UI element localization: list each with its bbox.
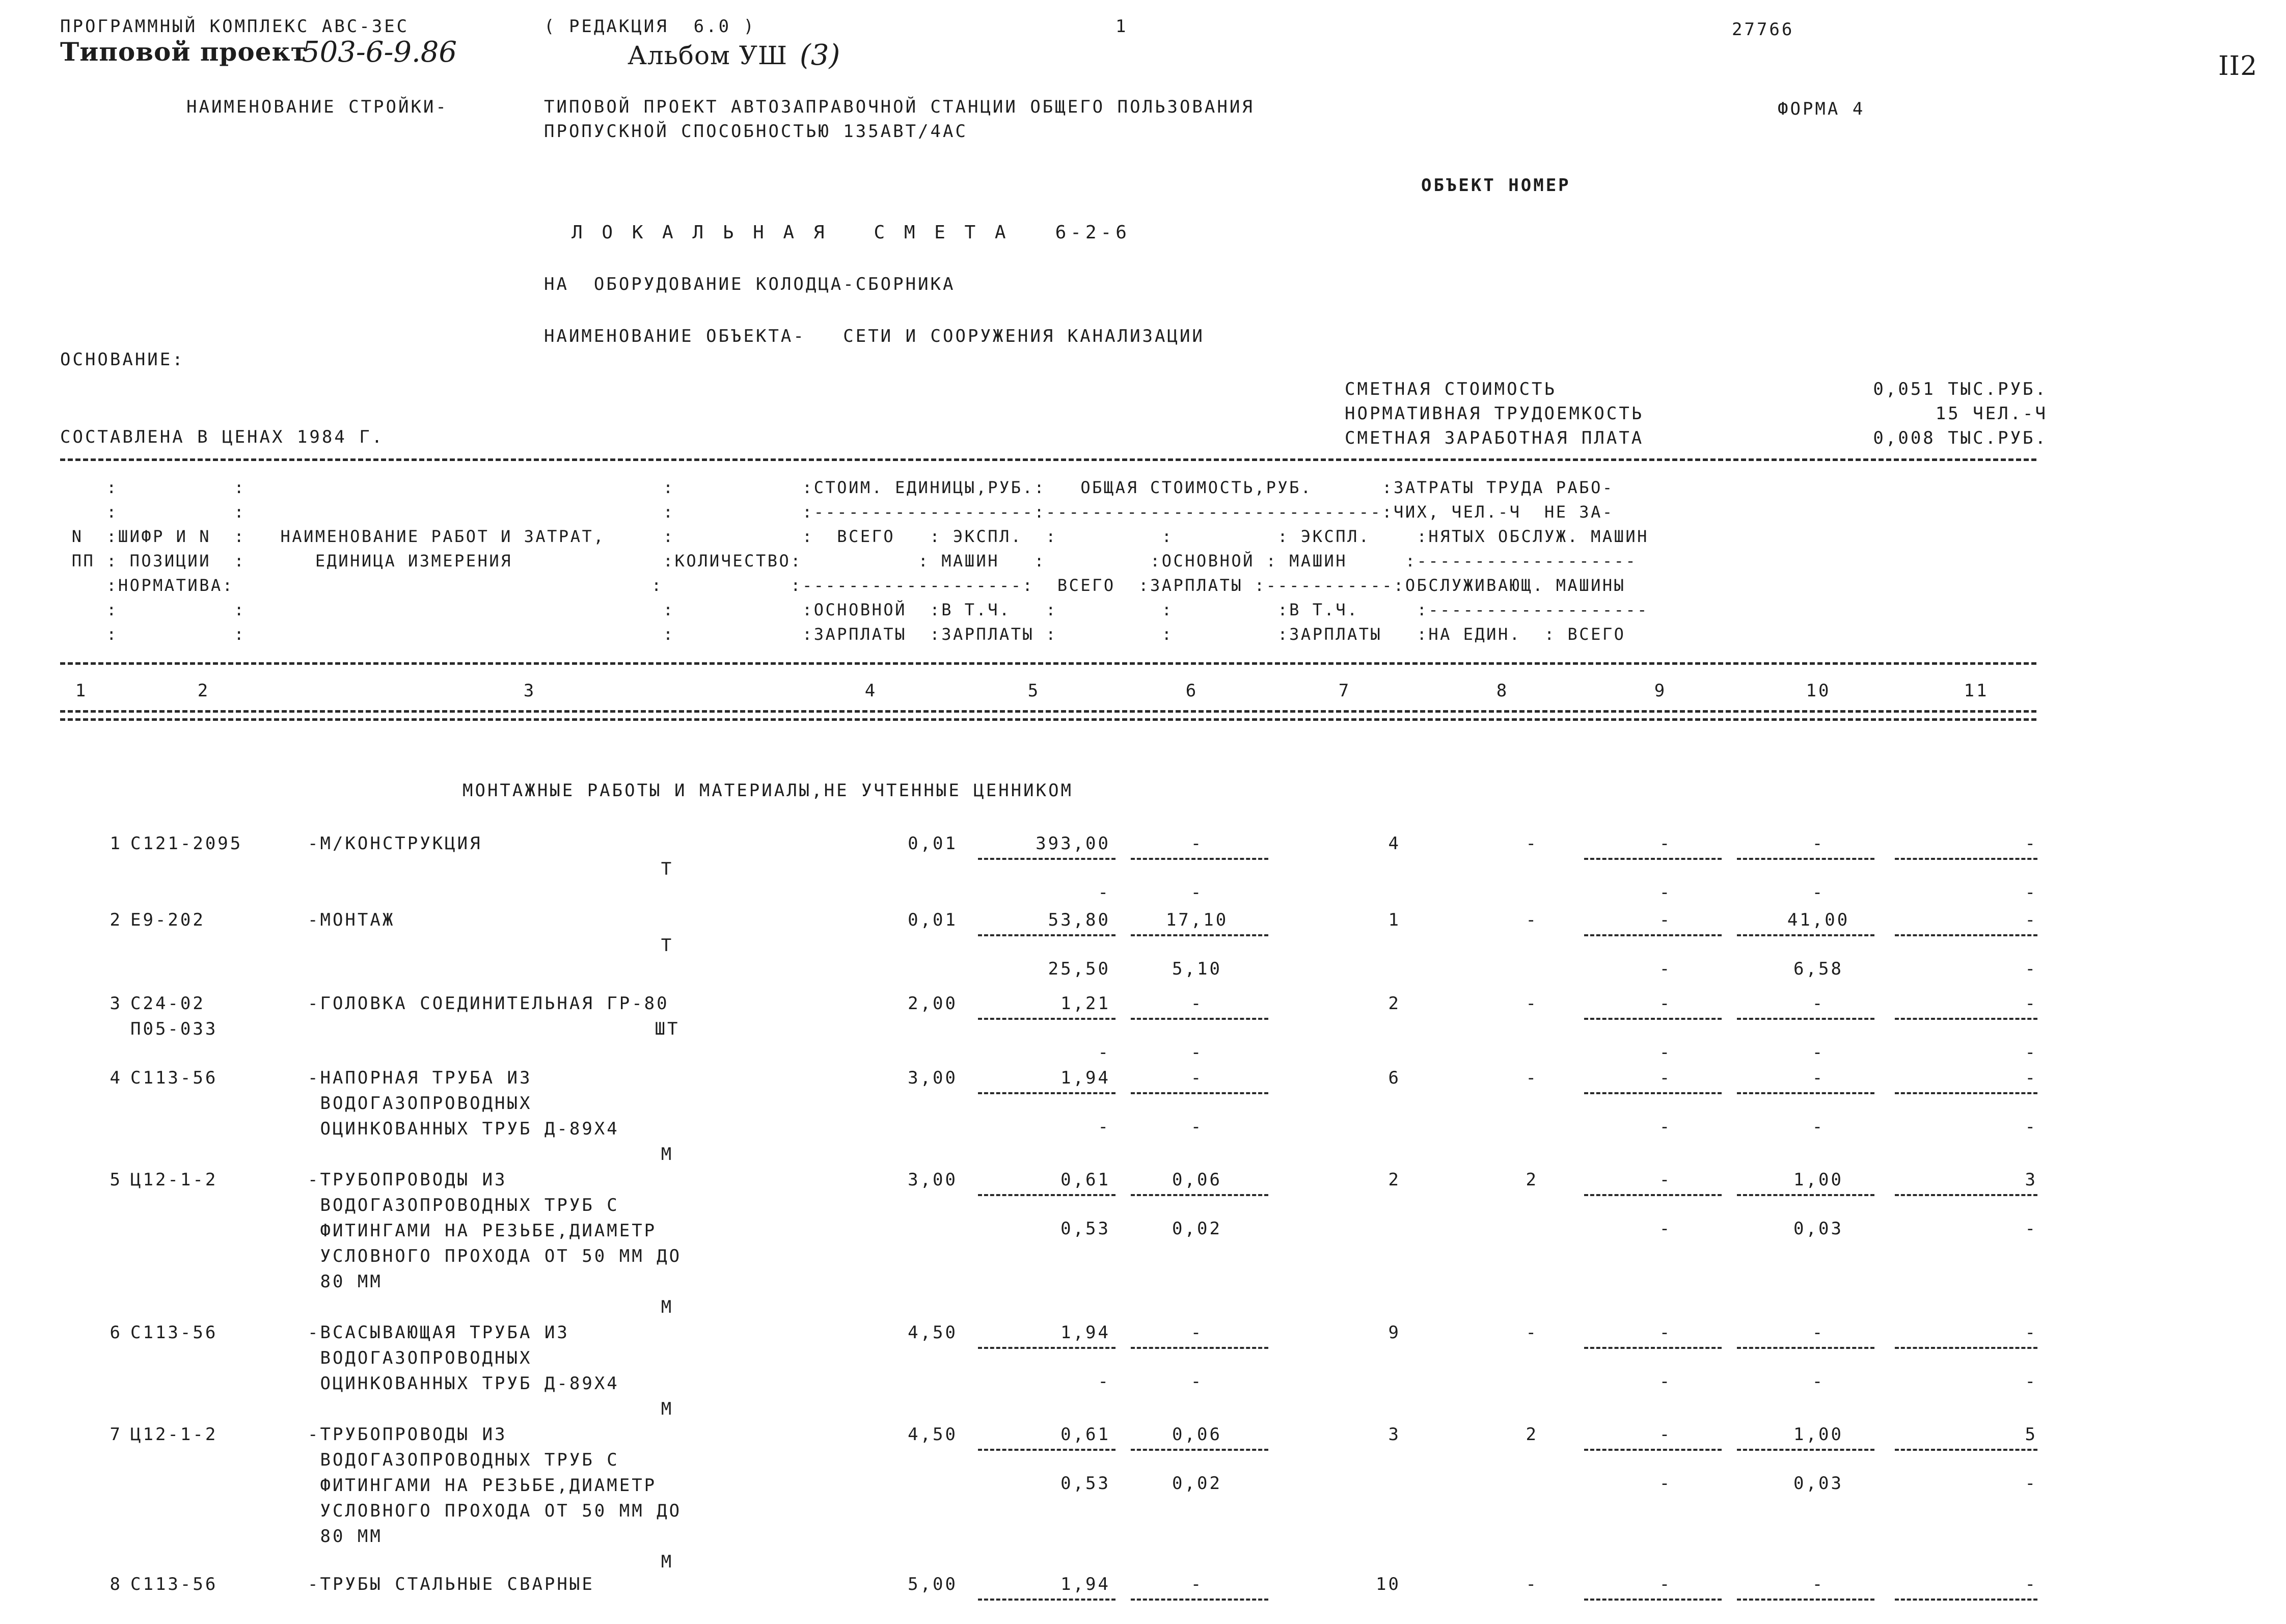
row-number: 3 <box>110 993 122 1014</box>
unit-cost-wages: - <box>1098 882 1110 903</box>
unit-cost-wages: 0,53 <box>1060 1473 1110 1494</box>
labor-machine-total: - <box>2025 1042 2037 1063</box>
labor-per-unit: - <box>1812 1322 1825 1343</box>
cell-divider <box>1737 1599 1874 1601</box>
row-quantity: 5,00 <box>908 1574 958 1594</box>
form-number: ФОРМА 4 <box>1778 99 1865 119</box>
column-number: 1 <box>75 681 88 701</box>
cell-divider <box>978 1599 1115 1601</box>
row-code: С113-56 <box>130 1574 218 1594</box>
labor-machine-per-unit: 0,03 <box>1793 1473 1843 1494</box>
row-unit: М <box>661 1297 674 1317</box>
summary-value: 15 ЧЕЛ.-Ч <box>1935 403 2048 424</box>
cell-divider <box>1895 1449 2037 1451</box>
total-wages: - <box>1526 833 1538 854</box>
row-code: Ц12-1-2 <box>130 1424 218 1445</box>
labor-total: - <box>2025 910 2037 930</box>
sheet-number: II2 <box>2218 51 2258 82</box>
labor-machine-total: - <box>2025 882 2037 903</box>
labor-per-unit: - <box>1812 1574 1825 1594</box>
cell-divider <box>1737 858 1874 860</box>
cell-divider <box>1737 1347 1874 1349</box>
unit-cost-machines: - <box>1190 1574 1204 1594</box>
header-line: : : : :ОСНОВНОЙ :В Т.Ч. : : :В Т.Ч. :------------------- <box>60 600 1649 619</box>
total-machines: - <box>1659 993 1672 1014</box>
labor-machine-per-unit: - <box>1812 1371 1825 1392</box>
unit-cost-total: 0,61 <box>1060 1424 1110 1445</box>
labor-total: - <box>2025 1322 2037 1343</box>
labor-machine-per-unit: - <box>1812 882 1825 903</box>
cell-divider <box>1131 1347 1268 1349</box>
unit-cost-total: 53,80 <box>1048 910 1110 930</box>
total-machines: - <box>1659 910 1672 930</box>
row-name: ОЦИНКОВАННЫХ ТРУБ Д-89Х4 <box>308 1119 619 1139</box>
summary-label: СМЕТНАЯ ЗАРАБОТНАЯ ПЛАТА <box>1345 428 1644 448</box>
header-line: : : : :СТОИМ. ЕДИНИЦЫ,РУБ.: ОБЩАЯ СТОИМОСТЬ,РУБ. :ЗАТРАТЫ ТРУДА РАБО- <box>60 478 1614 497</box>
column-number: 7 <box>1338 681 1351 701</box>
labor-machine-per-unit: - <box>1812 1117 1825 1137</box>
document-subtitle: НА ОБОРУДОВАНИЕ КОЛОДЦА-СБОРНИКА <box>544 274 956 294</box>
total-machine-wages: - <box>1659 1219 1672 1239</box>
header-line: : : : :-------------------:-----------------------------:ЧИХ, ЧЕЛ.-Ч НЕ ЗА- <box>60 502 1614 522</box>
unit-cost-machines: - <box>1190 993 1204 1014</box>
unit-cost-wages: - <box>1098 1042 1110 1063</box>
total-machines: - <box>1659 1068 1672 1088</box>
total-cost: 1 <box>1388 910 1401 930</box>
column-number: 5 <box>1027 681 1041 701</box>
row-number: 7 <box>110 1424 122 1445</box>
unit-cost-wages: - <box>1098 1117 1110 1137</box>
unit-machine-wages: - <box>1190 1117 1204 1137</box>
row-unit: М <box>661 1144 674 1165</box>
row-quantity: 0,01 <box>908 833 958 854</box>
document-number: 27766 <box>1732 19 1794 40</box>
program-name: ПРОГРАММНЫЙ КОМПЛЕКС АВС-3ЕС <box>60 16 410 37</box>
stroyka-label: НАИМЕНОВАНИЕ СТРОЙКИ- <box>186 97 448 117</box>
column-number: 11 <box>1964 681 1989 701</box>
column-number: 10 <box>1806 681 1831 701</box>
total-machines: - <box>1659 1322 1672 1343</box>
row-name: ВОДОГАЗОПРОВОДНЫХ <box>308 1348 532 1368</box>
total-machine-wages: - <box>1659 1042 1672 1063</box>
column-number: 2 <box>197 681 210 701</box>
row-name: 80 ММ <box>308 1526 383 1547</box>
unit-cost-total: 0,61 <box>1060 1170 1110 1190</box>
labor-machine-total: - <box>2025 1117 2037 1137</box>
row-code: С113-56 <box>130 1068 218 1088</box>
summary-value: 0,008 ТЫС.РУБ. <box>1873 428 2048 448</box>
labor-total: - <box>2025 1068 2037 1088</box>
labor-total: - <box>2025 993 2037 1014</box>
stroyka-line-1: ТИПОВОЙ ПРОЕКТ АВТОЗАПРАВОЧНОЙ СТАНЦИИ ОБЩЕГО ПОЛЬЗОВАНИЯ <box>544 97 1255 117</box>
header-line: N :ШИФР И N : НАИМЕНОВАНИЕ РАБОТ И ЗАТРАТ, : : ВСЕГО : ЭКСПЛ. : : : ЭКСПЛ. :НЯТЫХ ОБСЛУЖ. МАШИН <box>60 527 1649 546</box>
column-number: 6 <box>1185 681 1199 701</box>
cell-divider <box>1584 1194 1722 1196</box>
unit-machine-wages: - <box>1190 1371 1204 1392</box>
row-unit: М <box>661 1399 674 1419</box>
unit-cost-wages: 25,50 <box>1048 959 1110 979</box>
cell-divider <box>1737 1092 1874 1094</box>
object-number-label: ОБЪЕКТ НОМЕР <box>1421 175 1571 196</box>
unit-machine-wages: - <box>1190 882 1204 903</box>
cell-divider <box>1584 1449 1722 1451</box>
row-quantity: 3,00 <box>908 1170 958 1190</box>
row-code: Е9-202 <box>130 910 205 930</box>
row-name: УСЛОВНОГО ПРОХОДА ОТ 50 ММ ДО <box>308 1501 682 1521</box>
labor-machine-per-unit: 0,03 <box>1793 1219 1843 1239</box>
row-unit: М <box>661 1552 674 1572</box>
header-line: :НОРМАТИВА: : :-------------------: ВСЕГО :ЗАРПЛАТЫ :-----------:ОБСЛУЖИВАЮЩ. МАШИНЫ <box>60 576 1626 595</box>
cell-divider <box>1895 1599 2037 1601</box>
basis-label: ОСНОВАНИЕ: <box>60 349 185 370</box>
unit-cost-machines: 17,10 <box>1165 910 1229 930</box>
unit-cost-machines: 0,06 <box>1172 1424 1222 1445</box>
total-machine-wages: - <box>1659 882 1672 903</box>
row-quantity: 3,00 <box>908 1068 958 1088</box>
row-number: 1 <box>110 833 122 854</box>
total-wages: 2 <box>1526 1424 1538 1445</box>
labor-per-unit: 41,00 <box>1787 910 1850 930</box>
cell-divider <box>978 858 1115 860</box>
row-number: 8 <box>110 1574 122 1594</box>
row-number: 2 <box>110 910 122 930</box>
unit-cost-machines: - <box>1190 1068 1204 1088</box>
album-number: (3) <box>800 39 840 72</box>
unit-cost-wages: 0,53 <box>1060 1219 1110 1239</box>
labor-per-unit: 1,00 <box>1793 1170 1843 1190</box>
total-cost: 4 <box>1388 833 1401 854</box>
prices-note: СОСТАВЛЕНА В ЦЕНАХ 1984 Г. <box>60 427 385 447</box>
total-machines: - <box>1659 833 1672 854</box>
unit-cost-total: 393,00 <box>1036 833 1110 854</box>
row-unit: Т <box>661 935 674 956</box>
row-name: ФИТИНГАМИ НА РЕЗЬБЕ,ДИАМЕТР <box>308 1221 657 1241</box>
cell-divider <box>1895 1092 2037 1094</box>
cell-divider <box>1131 1599 1268 1601</box>
total-wages: - <box>1526 1322 1538 1343</box>
column-number: 4 <box>864 681 878 701</box>
row-quantity: 0,01 <box>908 910 958 930</box>
cell-divider <box>1895 1018 2037 1020</box>
unit-cost-machines: - <box>1190 1322 1204 1343</box>
column-number: 8 <box>1496 681 1509 701</box>
row-quantity: 4,50 <box>908 1424 958 1445</box>
unit-machine-wages: 0,02 <box>1172 1219 1222 1239</box>
row-name: ВОДОГАЗОПРОВОДНЫХ ТРУБ С <box>308 1450 619 1470</box>
total-cost: 6 <box>1388 1068 1401 1088</box>
row-name: -ТРУБОПРОВОДЫ ИЗ <box>308 1170 507 1190</box>
total-cost: 2 <box>1388 1170 1401 1190</box>
total-cost: 9 <box>1388 1322 1401 1343</box>
cell-divider <box>1131 1449 1268 1451</box>
summary-label: СМЕТНАЯ СТОИМОСТЬ <box>1345 379 1557 399</box>
edition: ( РЕДАКЦИЯ 6.0 ) <box>544 16 756 37</box>
document-title: Л О К А Л Ь Н А Я С М Е Т А 6-2-6 <box>572 222 1131 243</box>
cell-divider <box>1131 1092 1268 1094</box>
section-title: МОНТАЖНЫЕ РАБОТЫ И МАТЕРИАЛЫ,НЕ УЧТЕННЫЕ ЦЕННИКОМ <box>462 780 1074 801</box>
labor-per-unit: - <box>1812 833 1825 854</box>
total-machine-wages: - <box>1659 1371 1672 1392</box>
labor-machine-total: - <box>2025 959 2037 979</box>
total-wages: - <box>1526 1574 1538 1594</box>
row-name: -ГОЛОВКА СОЕДИНИТЕЛЬНАЯ ГР-80 <box>308 993 669 1014</box>
row-name: УСЛОВНОГО ПРОХОДА ОТ 50 ММ ДО <box>308 1246 682 1266</box>
labor-total: - <box>2025 1574 2037 1594</box>
cell-divider <box>978 934 1115 936</box>
cell-divider <box>1737 1194 1874 1196</box>
unit-cost-total: 1,21 <box>1060 993 1110 1014</box>
unit-cost-total: 1,94 <box>1060 1574 1110 1594</box>
labor-machine-total: - <box>2025 1473 2037 1494</box>
row-name: ФИТИНГАМИ НА РЕЗЬБЕ,ДИАМЕТР <box>308 1475 657 1496</box>
cell-divider <box>1584 1092 1722 1094</box>
row-name: ВОДОГАЗОПРОВОДНЫХ ТРУБ С <box>308 1195 619 1215</box>
cell-divider <box>978 1092 1115 1094</box>
labor-total: 3 <box>2025 1170 2037 1190</box>
project-label: Типовой проект <box>60 37 307 67</box>
row-quantity: 2,00 <box>908 993 958 1014</box>
unit-cost-machines: 0,06 <box>1172 1170 1222 1190</box>
table-bottom-rule <box>60 718 2036 721</box>
summary-label: НОРМАТИВНАЯ ТРУДОЕМКОСТЬ <box>1345 403 1644 424</box>
cell-divider <box>1737 934 1874 936</box>
cell-divider <box>1131 1018 1268 1020</box>
total-wages: - <box>1526 1068 1538 1088</box>
project-number: 503-6-9.86 <box>302 36 457 69</box>
total-wages: - <box>1526 910 1538 930</box>
row-code: С113-56 <box>130 1322 218 1343</box>
labor-machine-total: - <box>2025 1219 2037 1239</box>
total-cost: 10 <box>1376 1574 1401 1594</box>
row-name: ОЦИНКОВАННЫХ ТРУБ Д-89Х4 <box>308 1373 619 1394</box>
row-code: С24-02 <box>130 993 205 1014</box>
total-machines: - <box>1659 1424 1672 1445</box>
cell-divider <box>1895 934 2037 936</box>
cell-divider <box>1131 934 1268 936</box>
total-cost: 3 <box>1388 1424 1401 1445</box>
cell-divider <box>1737 1449 1874 1451</box>
cell-divider <box>1895 858 2037 860</box>
labor-total: 5 <box>2025 1424 2037 1445</box>
table-top-rule <box>60 458 2036 461</box>
row-name: -ВСАСЫВАЮЩАЯ ТРУБА ИЗ <box>308 1322 569 1343</box>
cell-divider <box>1584 1018 1722 1020</box>
column-number: 3 <box>523 681 536 701</box>
summary-value: 0,051 ТЫС.РУБ. <box>1873 379 2048 399</box>
unit-cost-total: 1,94 <box>1060 1322 1110 1343</box>
labor-per-unit: 1,00 <box>1793 1424 1843 1445</box>
object-name: НАИМЕНОВАНИЕ ОБЪЕКТА- СЕТИ И СООРУЖЕНИЯ КАНАЛИЗАЦИИ <box>544 326 1205 346</box>
row-name: ВОДОГАЗОПРОВОДНЫХ <box>308 1093 532 1114</box>
cell-divider <box>1895 1194 2037 1196</box>
row-number: 6 <box>110 1322 122 1343</box>
cell-divider <box>978 1018 1115 1020</box>
unit-cost-wages: - <box>1098 1371 1110 1392</box>
row-name: 80 ММ <box>308 1271 383 1292</box>
total-wages: - <box>1526 993 1538 1014</box>
total-machine-wages: - <box>1659 1117 1672 1137</box>
total-machines: - <box>1659 1574 1672 1594</box>
stroyka-line-2: ПРОПУСКНОЙ СПОСОБНОСТЬЮ 135АВТ/4АС <box>544 121 968 142</box>
row-number: 4 <box>110 1068 122 1088</box>
cell-divider <box>1895 1347 2037 1349</box>
row-number: 5 <box>110 1170 122 1190</box>
row-unit: Т <box>661 859 674 879</box>
table-header-rule <box>60 662 2036 665</box>
table-bottom-rule <box>60 710 2036 713</box>
header-line: : : : :ЗАРПЛАТЫ :ЗАРПЛАТЫ : : :ЗАРПЛАТЫ :НА ЕДИН. : ВСЕГО <box>60 625 1626 644</box>
cell-divider <box>1737 1018 1874 1020</box>
album-label: Альбом УШ <box>628 41 788 70</box>
total-machines: - <box>1659 1170 1672 1190</box>
header-line: ПП : ПОЗИЦИИ : ЕДИНИЦА ИЗМЕРЕНИЯ :КОЛИЧЕСТВО: : МАШИН : :ОСНОВНОЙ : МАШИН :------------------- <box>60 551 1638 571</box>
row-code: Ц12-1-2 <box>130 1170 218 1190</box>
row-name: -МОНТАЖ <box>308 910 395 930</box>
unit-cost-machines: - <box>1190 833 1204 854</box>
cell-divider <box>978 1347 1115 1349</box>
row-unit: ШТ <box>655 1019 680 1039</box>
cell-divider <box>1584 858 1722 860</box>
total-machine-wages: - <box>1659 959 1672 979</box>
unit-machine-wages: - <box>1190 1042 1204 1063</box>
cell-divider <box>1131 858 1268 860</box>
cell-divider <box>1131 1194 1268 1196</box>
total-wages: 2 <box>1526 1170 1538 1190</box>
row-code: С121-2095 <box>130 833 243 854</box>
labor-total: - <box>2025 833 2037 854</box>
column-number: 9 <box>1654 681 1667 701</box>
total-cost: 2 <box>1388 993 1401 1014</box>
page-number: 1 <box>1115 16 1128 37</box>
labor-machine-per-unit: - <box>1812 1042 1825 1063</box>
unit-machine-wages: 0,02 <box>1172 1473 1222 1494</box>
row-quantity: 4,50 <box>908 1322 958 1343</box>
labor-machine-per-unit: 6,58 <box>1793 959 1843 979</box>
row-code: П05-033 <box>130 1019 218 1039</box>
row-name: -М/КОНСТРУКЦИЯ <box>308 833 482 854</box>
row-name: -ТРУБОПРОВОДЫ ИЗ <box>308 1424 507 1445</box>
unit-machine-wages: 5,10 <box>1172 959 1222 979</box>
row-name: -ТРУБЫ СТАЛЬНЫЕ СВАРНЫЕ <box>308 1574 594 1594</box>
unit-cost-total: 1,94 <box>1060 1068 1110 1088</box>
cell-divider <box>1584 1347 1722 1349</box>
labor-per-unit: - <box>1812 993 1825 1014</box>
row-name: -НАПОРНАЯ ТРУБА ИЗ <box>308 1068 532 1088</box>
cell-divider <box>978 1194 1115 1196</box>
cell-divider <box>978 1449 1115 1451</box>
cell-divider <box>1584 934 1722 936</box>
total-machine-wages: - <box>1659 1473 1672 1494</box>
labor-per-unit: - <box>1812 1068 1825 1088</box>
cell-divider <box>1584 1599 1722 1601</box>
labor-machine-total: - <box>2025 1371 2037 1392</box>
